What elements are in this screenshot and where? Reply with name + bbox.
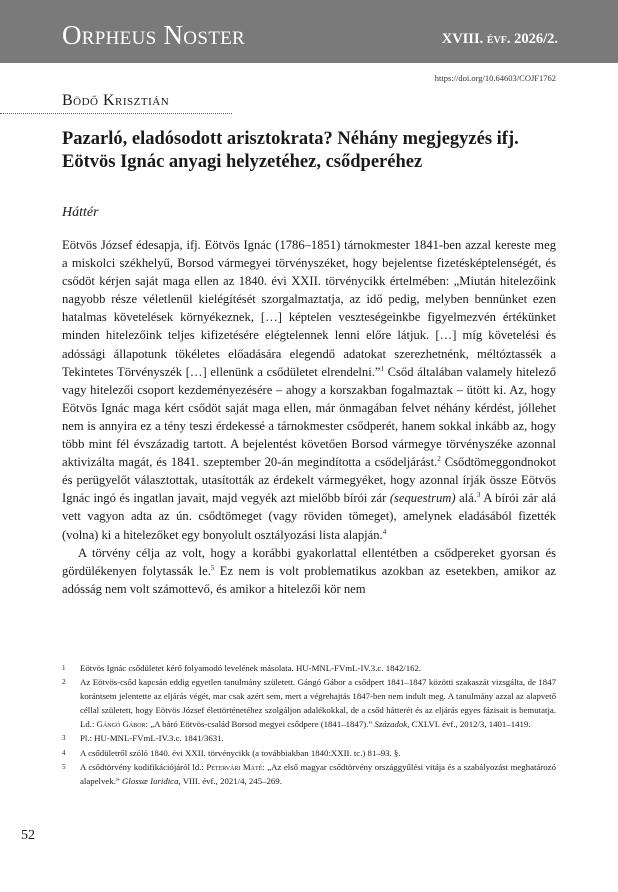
footnote-text: A csődtörvény kodifikációjáról ld.: — [80, 761, 207, 772]
footnote-text: Eötvös Ignác csődületet kérő folyamodó levelének másolata. HU-MNL-FVmL-IV.3.c. 1842/162. — [80, 663, 422, 673]
footnote-number: 4 — [62, 748, 66, 757]
footnote-ref-5[interactable]: 5 — [210, 563, 215, 572]
paragraph-1: Eötvös József édesapja, ifj. Eötvös Ignác (1786–1851) tárnokmester 1841-ben azzal kereste meg a miskolci székhelyű, Borsod vármegyei törvényszéket, hogy bejelentse fizetésképtelenségét, és csődöt kérjen saját maga ellen az 1840. évi XXII. törvénycikk értelmében: „Miután hitelezőink nagyobb része véletlenül kielégítését szorgalmaztatja, az idő pedig, melyben bennünket ezen hatalmas követelések környékeznek, […] képtelen veszteségeinkbe figyelmezvén értékünket minden hitelezőink teljes kifizetésére elégtelennek lenni előre látjuk. […] míg követelési és adóssági állapotunk tökéletes előadására elegendő adatokat szerezhetnénk, méltóztassék a Tekintetes Törvényszék […] ellenünk a csődületet elrendelni.”$^1$ Csőd általában valamely hitelező vagy hitelezői csoport kezdeményezésére – ahogy a korszakban fogalmaztak – ütött ki. Az, hogy Eötvös Ignác maga kért csődöt saját maga ellen, már önmagában felvet néhány kérdést, jóllehet nem is annyira ez a tény teszi érdekessé a tárnokmester csődperét, hanem sokkal inkább az, hogy több mint fél évszázadig tartott. A bejelentést követően Borsod vármegye törvényszéke azonnal aktivizálta magát, és 1841. szeptember 20-án megindította a csődeljárást.$^2$ Csődtömeggondnokot és perügyelőt választottak, utasították az érdekelt vármegyéket, hogy azonnal írják össze Eötvös Ignác ingó és ingatlan javait, majd vegyék azt mielőbb bírói zár (sequestrum) alá.$^3$ A bírói zár alá vett vagyon adta az ún. csődtömeget (vagy röviden tömeget), amelynek eladásából fizették (volna) ki a hitelezőket egy bonyolult osztályozási lista alapján.$^4$ — [62, 238, 557, 542]
footnote-text: Az Eötvös-csőd kapcsán eddig egyetlen tanulmány született. Gángó Gábor a csődpert 1841–1847 közötti szakaszát vizsgálta, de 1847 korántsem jelentette az eljárás végét, mar csak azért sem, mert a végrehajtás 1847-ben nem indult meg. A tanulmány azzal az alapvető céllal született, hogy Eötvös József élettörténetéhez szolgáljon adalékokkal, de a csőd hátterét és az eljárás egyes fázisait is bemutatja. Ld.: — [80, 677, 556, 730]
doi-link[interactable]: https://doi.org/10.64603/COJF1762 — [434, 73, 556, 83]
footnote-text: : „Az első magyar csődtörvény országgyűlési vitája és a szabályozást meghatározó alapelvek.” — [80, 761, 556, 786]
footnote-text: , CXLVI. évf., 2012/3, 1401–1419. — [407, 719, 531, 730]
journal-header-bar — [0, 0, 618, 63]
author-divider — [0, 113, 232, 114]
footnote-ref-1[interactable]: 1 — [380, 364, 384, 373]
footnote-author-name: Gángó Gábor — [96, 719, 146, 730]
footnote-ref-4[interactable]: 4 — [382, 527, 387, 536]
footnote-italic: Glossæ Iuridica — [122, 775, 179, 786]
italic-term: (sequestrum) — [389, 491, 456, 506]
footnote-ref-3[interactable]: 3 — [476, 491, 481, 500]
section-heading: Háttér — [62, 205, 99, 220]
page-number: 52 — [21, 828, 35, 843]
journal-title: Orpheus Noster — [62, 20, 245, 50]
footnote-ref-2[interactable]: 2 — [437, 454, 441, 463]
footnote-text: , VIII. évf., 2021/4, 245–269. — [178, 775, 282, 786]
article-author: Bödő Krisztián — [62, 92, 170, 109]
footnote-number: 1 — [62, 664, 66, 672]
footnote-author-name: Pétervári Máté — [206, 761, 263, 772]
footnote-text: Pl.: HU-MNL-FVmL-IV.3.c. 1841/3631. — [80, 733, 224, 744]
issue-label: XVIII. évf. 2026/2. — [441, 31, 558, 47]
footnote-3 — [62, 731, 556, 745]
footnote-italic: Századok — [374, 719, 408, 730]
footnote-4 — [62, 746, 556, 760]
footnote-number: 2 — [62, 678, 66, 687]
footnote-2 — [62, 675, 556, 731]
article-title: Pazarló, eladósodott arisztokrata? Néhány megjegyzés ifj. Eötvös Ignác anyagi helyzetéhez, csődperéhez — [62, 129, 519, 172]
footnote-text: : „A báró Eötvös-család Borsod megyei csődpere (1841–1847).” — [145, 719, 375, 730]
footnote-number: 5 — [62, 762, 66, 771]
article-body — [62, 236, 556, 598]
paragraph-2: A törvény célja az volt, hogy a korábbi gyakorlattal ellentétben a csődpereket gyorsan és gördülékenyen folytassák le.$^5$ Ez nem is volt problematikus azokban az esetekben, amikor az adósság nem volt számottevő, és amikor a hitelezői kör nem — [62, 545, 557, 596]
footnote-number: 3 — [62, 734, 66, 743]
footnotes — [62, 661, 556, 788]
footnote-5 — [62, 760, 556, 788]
footnote-text: A csődületről szóló 1840. évi XXII. törvénycikk (a továbbiakban 1840:XXII. tc.) 81–93. §. — [80, 747, 401, 758]
footnote-1 — [62, 661, 556, 675]
